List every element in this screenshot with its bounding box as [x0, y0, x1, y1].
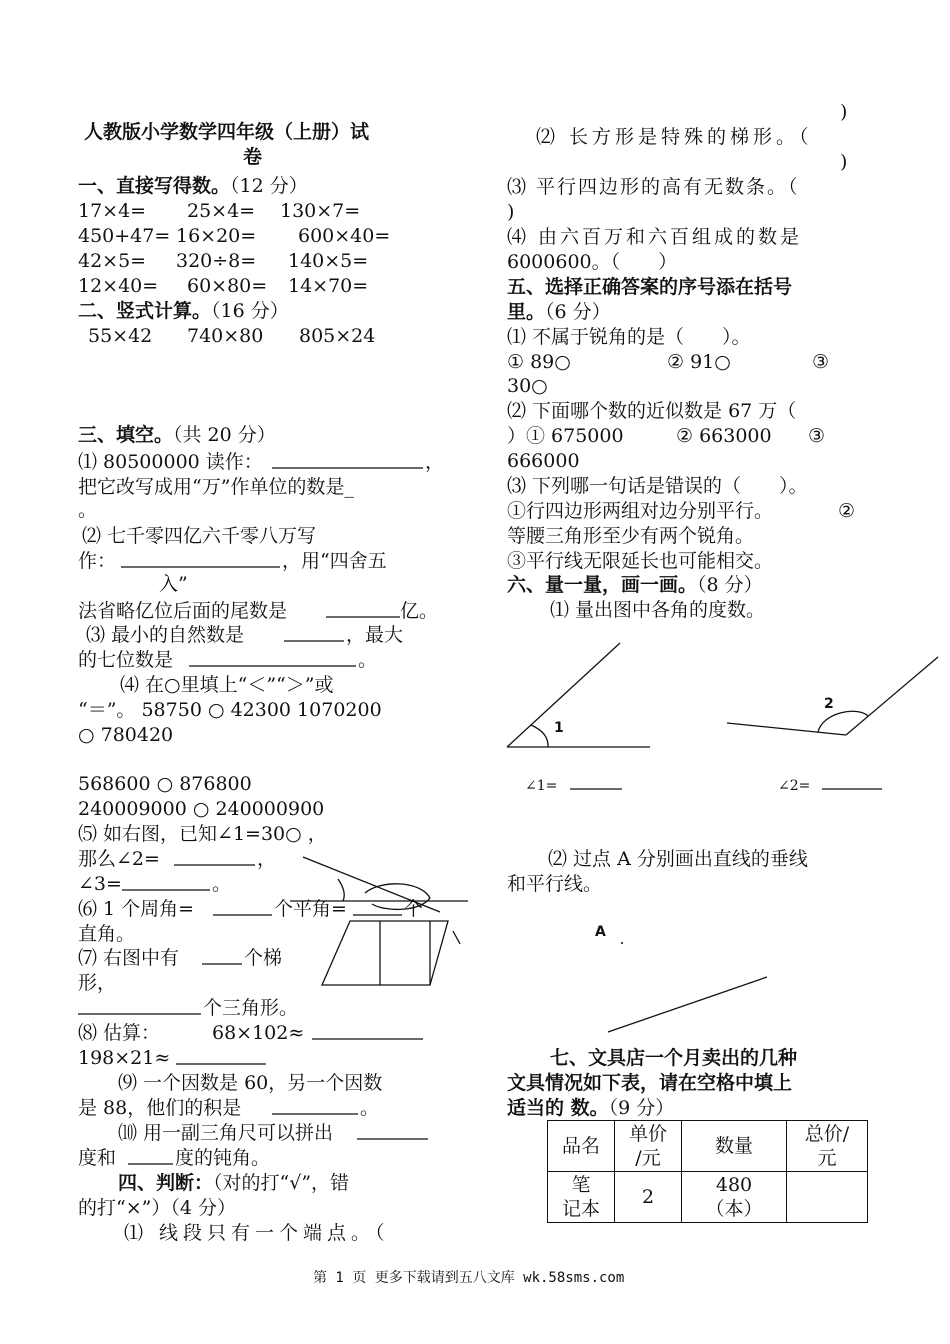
cell-text: 2: [641, 1186, 655, 1208]
cell-text: 总价/: [804, 1123, 850, 1145]
fill-q5-line3a: ∠3=: [78, 873, 122, 895]
cell-text: 480: [715, 1174, 753, 1196]
calc-item: 60×80=: [187, 275, 268, 297]
angle-arc: [338, 879, 344, 901]
punct: ，: [425, 451, 445, 473]
fill-q8a: ⑻ 估算：: [78, 1022, 161, 1044]
section-3-score: （共 20 分）: [173, 424, 276, 446]
calc-item: 600×40=: [298, 225, 391, 247]
choice-q1-opt1: ① 89○: [507, 351, 571, 373]
fill-q7-line3: 个三角形。: [203, 997, 299, 1019]
section-1-heading: 一、直接写得数。: [78, 175, 231, 197]
vertical-calc-item: 805×24: [299, 325, 376, 347]
measure-q1: ⑴ 量出图中各角的度数。: [550, 599, 766, 621]
fill-q2-line2b: ，用“四舍五: [282, 550, 387, 572]
fill-q4-line2: “＝”。 58750 ○ 42300 1070200: [78, 699, 382, 721]
judge-q1-close: ): [840, 101, 848, 123]
fill-q2: ⑵ 七千零四亿六千零八万写: [82, 525, 317, 547]
fill-q7a: ⑺ 右图中有: [78, 947, 180, 969]
section-6-score: （8 分）: [697, 574, 763, 596]
calc-item: 320÷8=: [176, 250, 257, 272]
calc-item: 12×40=: [78, 275, 159, 297]
cell-text: 记本: [561, 1198, 600, 1220]
fill-q10: ⑽ 用一副三角尺可以拼出: [118, 1122, 334, 1144]
fill-q4: ⑷ 在○里填上“＜”“＞”或: [120, 674, 334, 696]
section-7-score: （9 分）: [608, 1097, 675, 1119]
calc-item: 17×4=: [78, 200, 147, 222]
section-7-heading2: 文具情况如下表，请在空格中填上: [507, 1072, 793, 1094]
calc-item: 14×70=: [288, 275, 369, 297]
fill-q8b: 68×102≈: [212, 1022, 305, 1044]
cell-text: 品名: [561, 1135, 600, 1157]
fill-q2-line4b: 亿。: [400, 600, 439, 622]
angle-2-answer: ∠2=: [778, 778, 811, 794]
cell-text: 笔: [571, 1174, 591, 1196]
fill-q5: ⑸ 如右图，已知∠1=30○ ，: [78, 823, 327, 845]
judge-q1: ⑴ 线段只有一个端点。（: [124, 1222, 390, 1244]
point-a-dot: [621, 942, 623, 944]
choice-q1-opt3: ③: [812, 351, 830, 373]
fill-q3b: ，最大: [346, 624, 404, 646]
section-5-score: （6 分）: [545, 301, 611, 323]
section-7-heading: 七、文具店一个月卖出的几种: [550, 1047, 798, 1069]
choice-q3-opt3: ③平行线无限延长也可能相交。: [507, 550, 774, 572]
judge-q4: ⑷ 由六百万和六百组成的数是: [507, 226, 803, 248]
fill-q4-line5: 240009000 ○ 240000900: [78, 798, 325, 820]
fill-q6-line2: 直角。: [78, 923, 136, 945]
fill-q7b: 个梯: [244, 947, 283, 969]
cell-text: （本）: [705, 1198, 763, 1220]
choice-q3-opt2: ②: [838, 500, 856, 522]
fill-q5-line2b: ，: [257, 848, 277, 870]
fill-q4-line4: 568600 ○ 876800: [78, 773, 252, 795]
section-1-score: （12 分）: [230, 175, 308, 197]
section-4-note2: 的打“×”）（4 分）: [78, 1197, 236, 1219]
fill-q6c: 个: [404, 898, 424, 920]
section-6-heading: 六、量一量，画一画。: [507, 574, 698, 596]
fill-q9-line2a: 是 88，他们的积是: [78, 1097, 242, 1119]
judge-q2-close: ): [840, 151, 848, 173]
draw-q2: ⑵ 过点 A 分别画出直线的垂线: [548, 848, 808, 870]
fill-q2-line4a: 法省略亿位后面的尾数是: [78, 600, 288, 622]
section-4-note: （对的打“√”，错: [213, 1172, 350, 1194]
choice-q3: ⑶ 下列哪一句话是错误的（ ）。: [507, 475, 808, 497]
fill-q3-line2b: 。: [358, 649, 378, 671]
angle-1-ray: [507, 643, 620, 747]
angle-2-label: 2: [824, 696, 834, 712]
judge-q3: ⑶ 平行四边形的高有无数条。（: [507, 176, 800, 198]
given-line: [608, 977, 767, 1032]
cell-text: 数量: [714, 1135, 753, 1157]
point-a-label: A: [595, 924, 606, 940]
fill-q1: ⑴ 80500000 读作：: [78, 451, 263, 473]
section-4-heading: 四、判断：: [118, 1172, 214, 1194]
choice-q3-opt2-text: 等腰三角形至少有两个锐角。: [507, 525, 755, 547]
vertical-calc-item: 740×80: [187, 325, 264, 347]
choice-q2: ⑵ 下面哪个数的近似数是 67 万（: [507, 400, 797, 422]
angle-1-answer: ∠1=: [525, 778, 558, 794]
fill-q5-line2a: 那么∠2=: [78, 848, 160, 870]
calc-item: 16×20=: [176, 225, 257, 247]
choice-q2-opt3: ③: [808, 425, 826, 447]
calc-item: 130×7=: [280, 200, 361, 222]
angle-2-arc: [818, 711, 868, 732]
fill-q5-line3b: 。: [212, 873, 232, 895]
section-7-heading3: 适当的 数。: [507, 1097, 609, 1119]
judge-q4-line2: 6000600。（ ）: [507, 251, 678, 273]
fill-q3: ⑶ 最小的自然数是: [86, 624, 245, 646]
cell-text: 单价: [628, 1123, 667, 1145]
page-title-line2: 卷: [243, 146, 263, 168]
figure-line: [303, 857, 440, 912]
choice-q1-opt3-val: 30○: [507, 375, 548, 397]
angle-2-ray: [846, 657, 938, 735]
choice-q2-opt3-val: 666000: [507, 450, 580, 472]
calc-item: 25×4=: [187, 200, 256, 222]
angle-1-label: 1: [554, 720, 564, 736]
fill-q2-line2a: 作：: [78, 550, 117, 572]
fill-q4-line3: ○ 780420: [78, 724, 174, 746]
page-footer: 第 1 页 更多下载请到五八文库 wk.58sms.com: [313, 1270, 625, 1286]
calc-item: 450+47=: [78, 225, 171, 247]
vertical-calc-item: 55×42: [88, 325, 153, 347]
cell-text: /元: [635, 1147, 661, 1169]
fill-q7-line2: 形，: [78, 972, 117, 994]
fill-q3-line2a: 的七位数是: [78, 649, 174, 671]
fill-q6b: 个平角=: [274, 898, 347, 920]
calc-item: 42×5=: [78, 250, 147, 272]
fill-q10-line2b: 度的钝角。: [175, 1147, 271, 1169]
choice-q3-opt1: ①行四边形两组对边分别平行。: [507, 500, 774, 522]
judge-q3-close: ): [507, 201, 515, 223]
fill-q9: ⑼ 一个因数是 60，另一个因数: [118, 1072, 383, 1094]
choice-q1-opt2: ② 91○: [667, 351, 731, 373]
angle-2-ray: [727, 723, 846, 735]
choice-q2-opt1: ）① 675000: [507, 425, 624, 447]
section-5-heading2: 里。: [507, 301, 546, 323]
fill-q1-line2: 把它改写成用“万”作单位的数是_: [78, 476, 354, 498]
parallelogram: [322, 921, 448, 985]
cell-text: 元: [817, 1147, 837, 1169]
section-2-score: （16 分）: [211, 300, 289, 322]
fill-q8-line2: 198×21≈: [78, 1047, 171, 1069]
choice-q2-opt2: ② 663000: [676, 425, 772, 447]
judge-q2: ⑵ 长方形是特殊的梯形。（: [536, 126, 813, 148]
angle-arc: [365, 884, 430, 910]
draw-q2-line2: 和平行线。: [507, 873, 603, 895]
fill-q2-line3: 入”: [159, 573, 188, 595]
fill-q6a: ⑹ 1 个周角=: [78, 898, 195, 920]
fill-q9-line2b: 。: [360, 1097, 380, 1119]
section-5-heading: 五、选择正确答案的序号添在括号: [507, 276, 793, 298]
section-3-heading: 三、填空。: [78, 424, 174, 446]
figure-line: [453, 931, 460, 944]
choice-q1: ⑴ 不属于锐角的是（ ）。: [507, 326, 751, 348]
angle-1-arc: [531, 725, 548, 747]
fill-q10-line2a: 度和: [78, 1147, 117, 1169]
fill-q1-line3: 。: [78, 499, 98, 521]
section-2-heading: 二、竖式计算。: [78, 300, 212, 322]
calc-item: 140×5=: [288, 250, 369, 272]
page-title-line1: 人教版小学数学四年级（上册）试: [84, 121, 370, 143]
